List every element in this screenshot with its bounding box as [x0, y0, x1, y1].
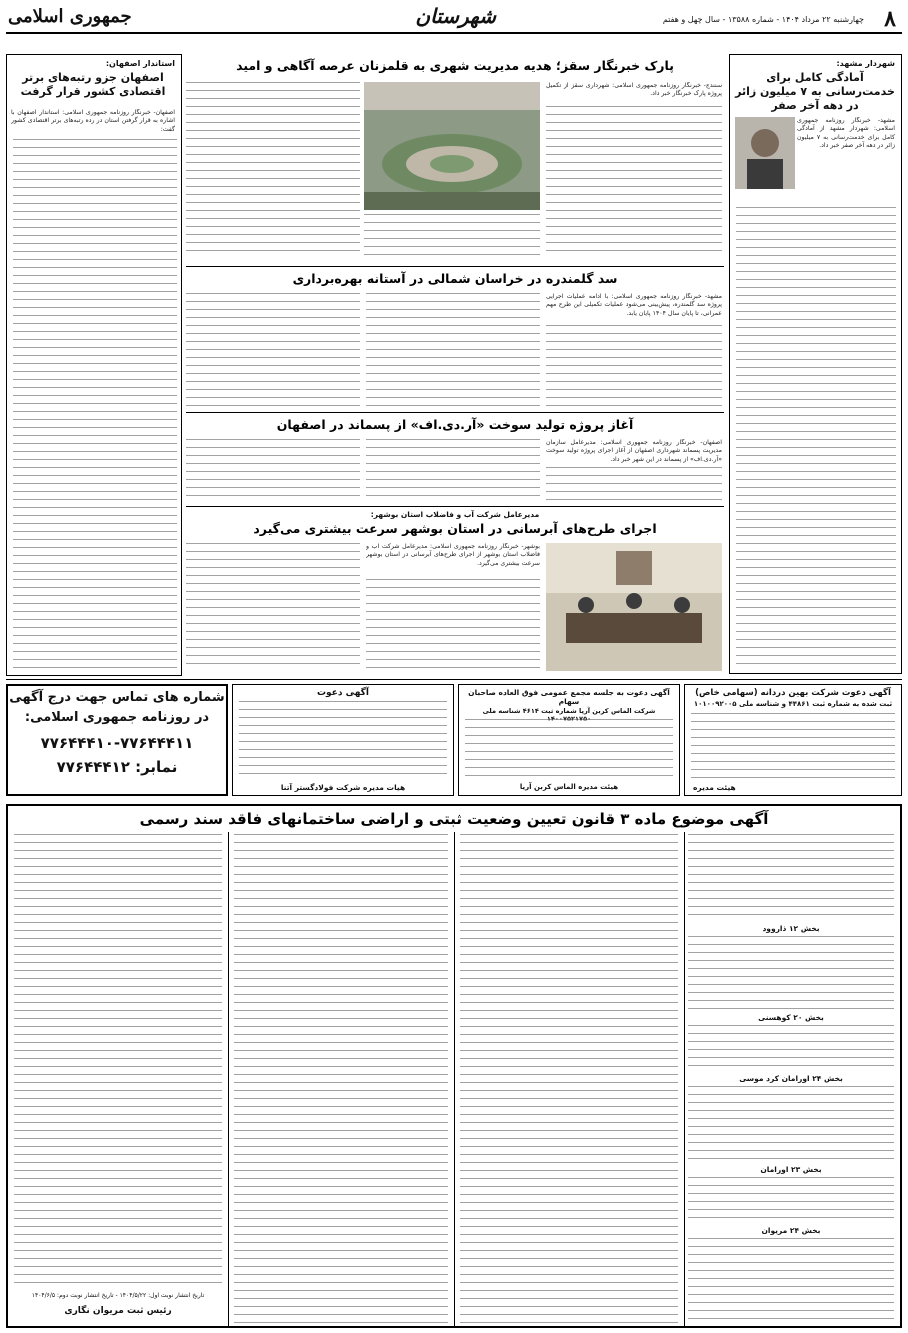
section-heading: بخش ۱۲ ذاروود — [762, 924, 820, 933]
story-body-3 — [186, 439, 360, 501]
ad-title: آگهی دعوت — [317, 688, 369, 698]
story-lead: مشهد- خبرنگار روزنامه جمهوری اسلامی: شهردار مشهد از آمادگی کامل برای خدمت‌رسانی به ۷ میلیون زائر در دهه آخر صفر خبر داد. — [797, 117, 895, 150]
story-kicker: شهردار مشهد: — [836, 59, 895, 68]
story-body-3 — [186, 293, 360, 407]
ad-body — [465, 719, 673, 781]
story-body — [546, 325, 722, 407]
masthead — [6, 4, 902, 34]
story-body — [546, 106, 722, 258]
story-body — [736, 207, 896, 669]
column-divider — [454, 832, 455, 1326]
story-kicker: مدیرعامل شرکت آب و فاضلاب استان بوشهر: — [370, 510, 540, 519]
photo-caption — [364, 214, 540, 256]
story-lead: سنندج- خبرنگار روزنامه جمهوری اسلامی: شهرداری سقز از تکمیل پروژه پارک خبرنگار خبر داد. — [546, 82, 722, 98]
story-headline: آمادگی کامل برای خدمت‌رسانی به ۷ میلیون زائر در دهه آخر صفر — [735, 71, 895, 112]
ad-title: آگهی دعوت به جلسه مجمع عمومی فوق العاده صاحبان سهام — [468, 688, 670, 706]
ad-almas-karbon — [458, 684, 680, 796]
ad-signature: هیئت مدیره الماس کربن آریا — [519, 783, 619, 791]
publication-dates: تاریخ انتشار نوبت اول: ۱۴۰۴/۵/۲۲ - تاریخ انتشار نوبت دوم: ۱۴۰۴/۶/۵ — [31, 1292, 205, 1299]
contact-ad — [6, 684, 228, 796]
ad-signature: هیات مدیره شرکت فولادگستر آتنا — [280, 783, 406, 792]
section-heading: بخش ۲۳ اورامان — [760, 1165, 822, 1174]
story-lead: اصفهان- خبرنگار روزنامه جمهوری اسلامی: مدیرعامل سازمان مدیریت پسماند شهرداری اصفهان از آغاز اجرای پروژه تولید سوخت «آر.دی.اف» از پسماند در این شهر خبر داد. — [546, 439, 722, 463]
entries-col-4 — [14, 834, 222, 1290]
story-headline: آغاز پروژه تولید سوخت «آر.دی.اف» از پسماند در اصفهان — [276, 417, 634, 432]
story-body-2 — [366, 293, 540, 407]
story-body — [13, 139, 177, 671]
story-saqqez — [186, 56, 724, 264]
section-heading: بخش ۲۴ اورامان کرد موسی — [739, 1074, 843, 1083]
contact-phone: ۷۷۶۴۴۴۱۰-۷۷۶۴۴۴۱۱ — [40, 734, 194, 752]
story-body — [366, 579, 540, 671]
story-headline: اجرای طرح‌های آبرسانی در استان بوشهر سرعت بیشتری می‌گیرد — [253, 521, 657, 536]
page-number: ۸ — [884, 6, 896, 32]
newspaper-logo: جمهوری اسلامی — [8, 6, 132, 27]
left-column-story — [6, 54, 182, 676]
section-heading: بخش ۲۴ مریوان — [761, 1226, 821, 1235]
ads-row — [6, 679, 902, 801]
story-body — [546, 467, 722, 501]
ad-subtitle: شرکت الماس کربن آریا شماره ثبت ۴۶۱۴ شناسه ملی — [482, 707, 656, 715]
intro-text — [688, 834, 894, 920]
ad-signature: هیئت مدیره — [693, 783, 736, 792]
contact-line-1: شماره های تماس جهت درج آگهی — [9, 690, 225, 705]
story-body-2 — [366, 439, 540, 501]
entries-col-2 — [460, 834, 678, 1324]
story-body-2 — [186, 543, 360, 671]
section-title: شهرستان — [415, 4, 496, 28]
entries-col-1d — [688, 1177, 894, 1223]
park-aerial-photo — [364, 82, 540, 210]
meeting-photo — [546, 543, 722, 671]
entries-col-1c — [688, 1086, 894, 1162]
ad-body — [239, 701, 447, 781]
story-kicker: استاندار اصفهان: — [105, 59, 175, 68]
registry-ad — [6, 804, 902, 1328]
story-lead: مشهد- خبرنگار روزنامه جمهوری اسلامی: با ادامه عملیات اجرایی پروژه سد گلمندره، پیش‌بینی می‌شود عملیات تکمیلی این طرح مهم عمرانی، تا پایان سال ۱۴۰۴ پایان یابد. — [546, 293, 722, 317]
entries-col-1e — [688, 1238, 894, 1324]
date-line: چهارشنبه ۲۲ مرداد ۱۴۰۴ - شماره ۱۳۵۸۸ - سال چهل و هفتم — [662, 15, 864, 24]
registry-signature: رئیس ثبت مریوان نگاری — [64, 1306, 172, 1316]
story-lead: اصفهان- خبرنگار روزنامه جمهوری اسلامی: استاندار اصفهان با اشاره به قرار گرفتن استان در رده رتبه‌های برتر اقتصادی کشور گفت: — [11, 109, 175, 133]
entries-col-1b — [688, 1025, 894, 1071]
story-headline: اصفهان جزو رتبه‌های برتر اقتصادی کشور قرار گرفت — [20, 71, 166, 98]
story-headline: سد گلمندره در خراسان شمالی در آستانه بهره‌برداری — [292, 271, 618, 286]
ad-subtitle: ثبت شده به شماره ثبت ۴۴۸۶۱ و شناسه ملی ۱۰۱۰۰۹۲۰۰۵ — [693, 700, 893, 708]
portrait-photo — [735, 117, 795, 189]
contact-fax: نمابر: ۷۷۶۴۴۴۱۲ — [56, 758, 178, 776]
column-divider — [228, 832, 229, 1326]
right-column-story — [729, 54, 902, 674]
story-headline: پارک خبرنگار سقز؛ هدیه مدیریت شهری به قلمزنان عرصه آگاهی و امید — [236, 58, 674, 73]
story-bushehr — [186, 506, 724, 676]
registry-ad-headline: آگهی موضوع ماده ۳ قانون تعیین وضعیت ثبتی و اراضی ساختمانهای فاقد سند رسمی — [139, 810, 769, 828]
entries-col-1a — [688, 936, 894, 1010]
ad-body — [691, 713, 895, 781]
ad-title: آگهی دعوت شرکت بهین دردانه (سهامی خاص) — [695, 688, 891, 698]
story-lead: بوشهر- خبرنگار روزنامه جمهوری اسلامی: مدیرعامل شرکت آب و فاضلاب استان بوشهر از اجرای طرح‌های آبرسانی در استان بوشهر سرعت بیشتری می‌گیرد. — [366, 543, 540, 567]
entries-col-3 — [234, 834, 448, 1324]
story-golmandareh — [186, 266, 724, 410]
contact-line-2: در روزنامه جمهوری اسلامی: — [24, 710, 210, 725]
ad-fouladgostar — [232, 684, 454, 796]
section-heading: بخش ۲۰ کوهسنی — [758, 1013, 824, 1022]
story-body-2 — [186, 82, 360, 258]
ad-behin-dordaneh — [684, 684, 902, 796]
column-divider — [684, 832, 685, 1326]
story-rdf — [186, 412, 724, 504]
